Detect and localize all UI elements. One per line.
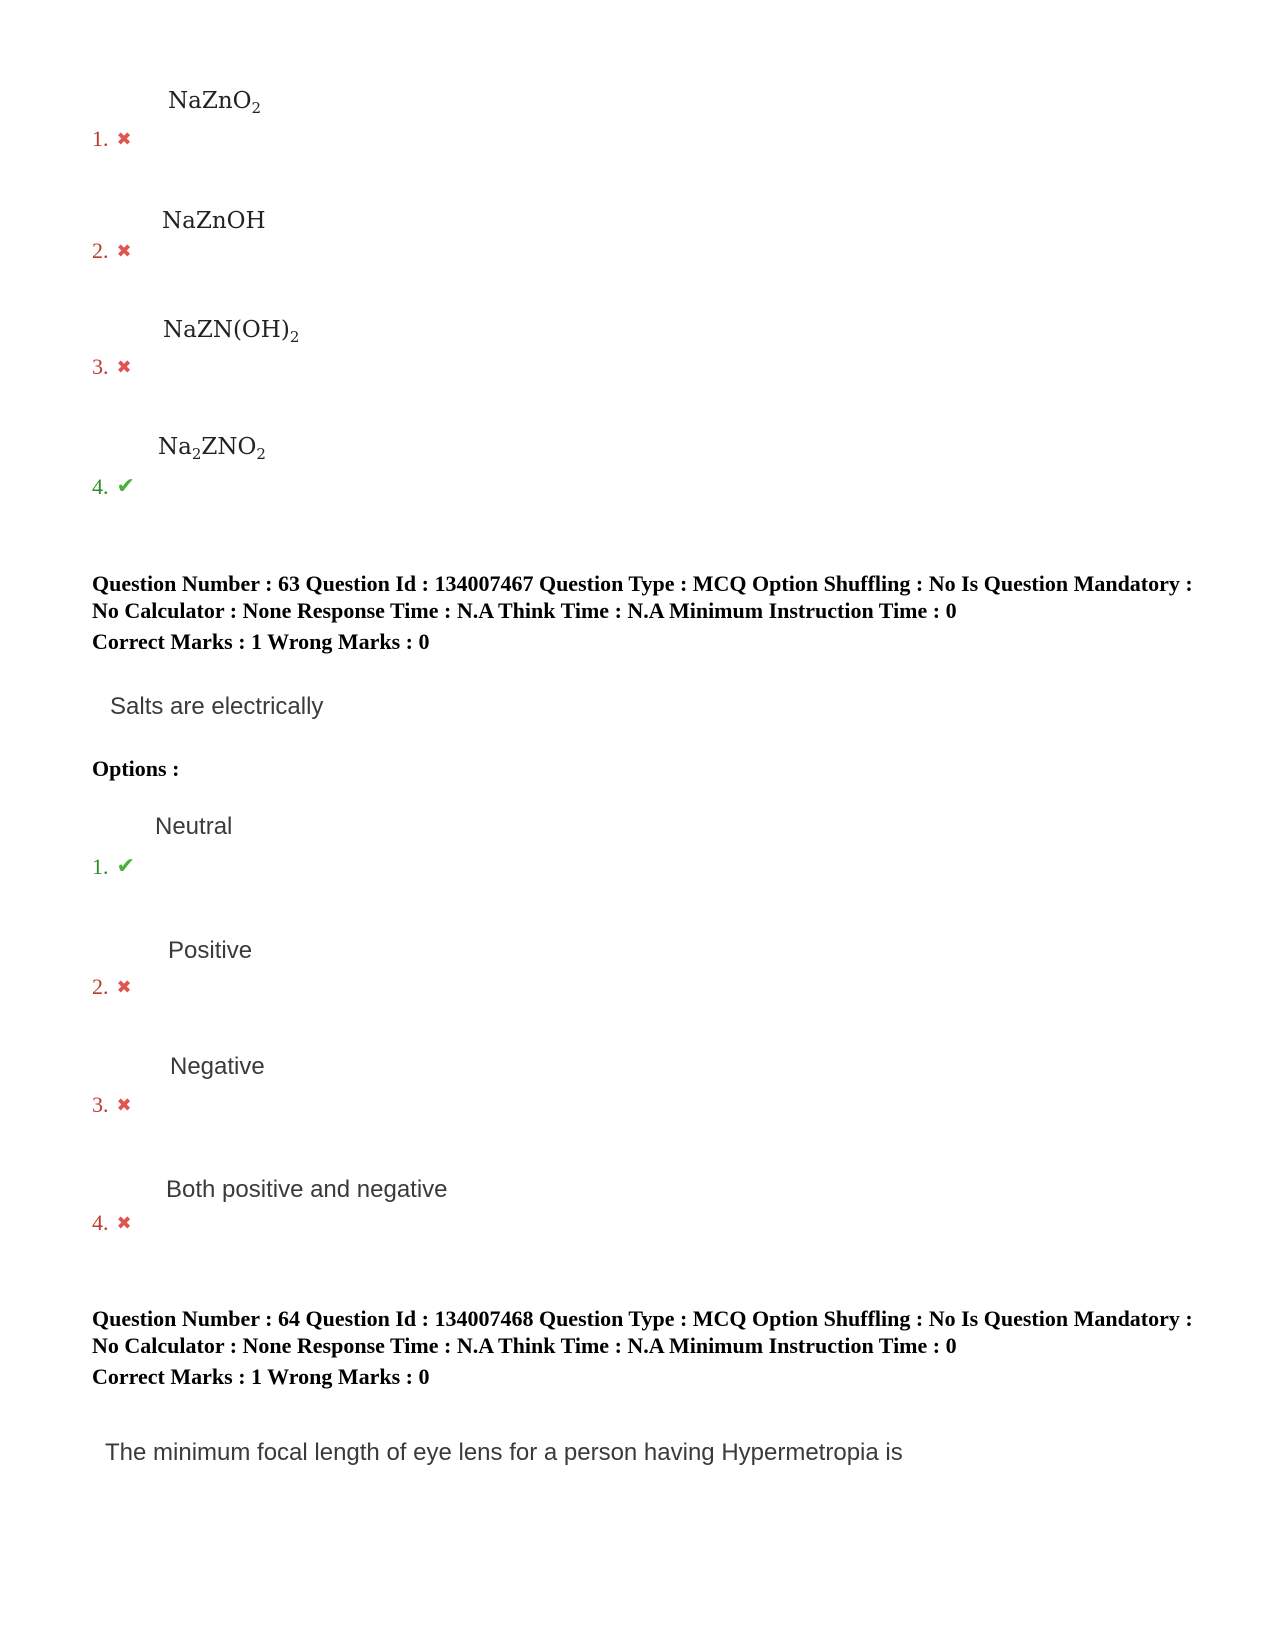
options-label: Options : xyxy=(92,756,180,781)
q63-option-1-text: Neutral xyxy=(155,813,233,840)
q63-option-3-number: 3. ✖ xyxy=(92,1092,132,1117)
option-1-formula: NaZnO$_2$ xyxy=(168,88,262,117)
q63-option-2-text: Positive xyxy=(168,937,253,964)
option-1-number: 1. ✖ xyxy=(92,126,132,151)
q63-option-3-text: Negative xyxy=(170,1053,265,1080)
cross-icon: ✖ xyxy=(116,977,132,997)
question-63-meta-line2: Correct Marks : 1 Wrong Marks : 0 xyxy=(92,629,430,654)
question-64-meta xyxy=(92,1305,1202,1390)
question-64-text: The minimum focal length of eye lens for a person having Hypermetropia is xyxy=(105,1439,903,1466)
cross-icon: ✖ xyxy=(116,129,132,149)
question-63-meta xyxy=(92,570,1202,655)
check-icon: ✔ xyxy=(116,473,135,498)
option-4-number: 4. ✔ xyxy=(92,473,135,499)
question-64-meta-line2: Correct Marks : 1 Wrong Marks : 0 xyxy=(92,1364,430,1389)
option-2-number: 2. ✖ xyxy=(92,238,132,263)
cross-icon: ✖ xyxy=(116,241,132,261)
option-4-formula: $Na_2ZNO_2$ xyxy=(158,434,266,463)
check-icon: ✔ xyxy=(116,853,135,878)
question-63-text: Salts are electrically xyxy=(110,693,324,720)
q63-option-2-number: 2. ✖ xyxy=(92,974,132,999)
q63-option-4-number: 4. ✖ xyxy=(92,1210,132,1235)
q63-option-4-text: Both positive and negative xyxy=(166,1176,448,1203)
cross-icon: ✖ xyxy=(116,1095,132,1115)
cross-icon: ✖ xyxy=(116,1213,132,1233)
cross-icon: ✖ xyxy=(116,357,132,377)
question-64-meta-line1: Question Number : 64 Question Id : 134007468 Question Type : MCQ Option Shuffling : No Is Question Mandatory : No Calculator : None Response Time : N.A Think Time : N.A Minimum Instruction Time : 0 xyxy=(92,1306,1193,1358)
option-3-formula: $NaZN(OH)_2$ xyxy=(163,317,300,346)
option-3-number: 3. ✖ xyxy=(92,354,132,379)
option-2-formula: NaZnOH xyxy=(162,208,266,234)
question-63-meta-line1: Question Number : 63 Question Id : 134007467 Question Type : MCQ Option Shuffling : No Is Question Mandatory : No Calculator : None Response Time : N.A Think Time : N.A Minimum Instruction Time : 0 xyxy=(92,571,1193,623)
q63-option-1-number: 1. ✔ xyxy=(92,853,135,879)
